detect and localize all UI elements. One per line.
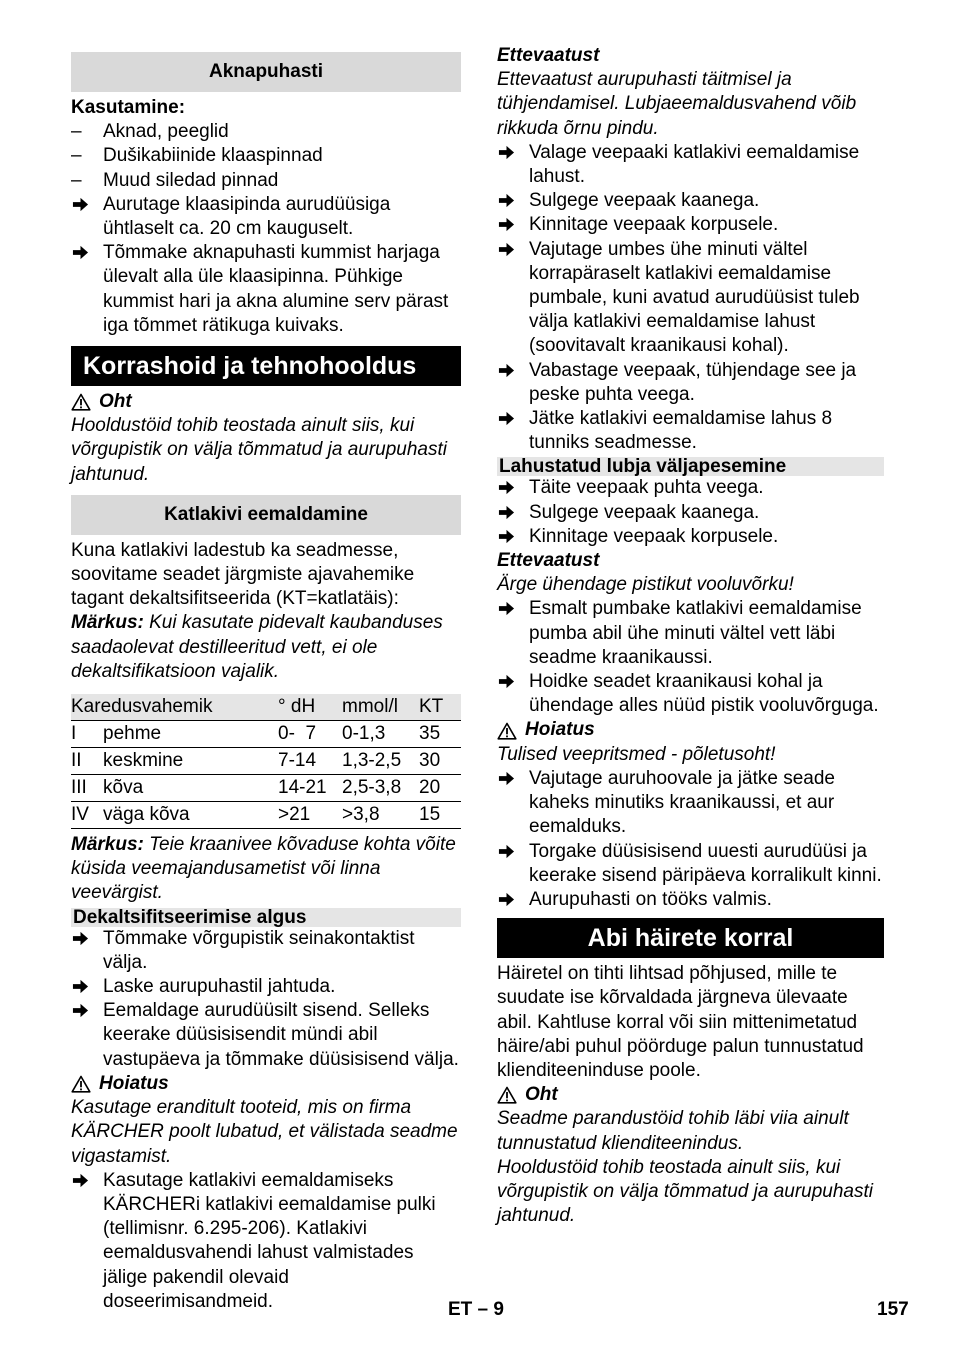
section-title-abi: Abi häirete korral <box>497 918 884 958</box>
ettevaatust-label-2: Ettevaatust <box>497 550 600 572</box>
kasutamine-label: Kasutamine: <box>71 97 186 118</box>
warning-icon <box>497 722 517 740</box>
page-number: 157 <box>877 1299 909 1320</box>
final-steps <box>71 1169 461 1314</box>
hoiatus-warning-right: Hoiatus <box>497 718 884 742</box>
arrow-icon <box>497 192 516 209</box>
arrow-icon <box>497 362 516 379</box>
warning-icon <box>497 1086 517 1104</box>
abi-intro: Häiretel on tihti lihtsad põhjused, mille te suudate ise kõrvaldada järgneva ülevaate abil. Kahtluse korral või siin mittenimetatud häire/abi puhul pöörduge palun tunnustatud klienditeeninduse poole. <box>497 963 864 1081</box>
list-item: Torgake düüsisisend uuesti aurudüüsi ja keerake sisend päripäeva korralikult kinni. <box>497 840 884 888</box>
oht-warning-right: Oht <box>497 1083 884 1107</box>
left-column <box>71 44 461 1314</box>
list-item: Vajutage umbes ühe minuti vältel korrapäraselt katlakivi eemaldamise pumbale, kuni avatud aurudüüsist tuleb välja katlakivi eemaldamise lahust (soovitavalt kraanikausi kohal). <box>497 238 884 359</box>
arrow-icon <box>497 216 516 233</box>
hoiatus-text: Kasutage eranditult tooteid, mis on firma KÄRCHER poolt lubatud, et välistada seadme vigastamist. <box>71 1097 458 1167</box>
table-header: mmol/l <box>342 694 419 721</box>
list-item: – Dušikabiinide klaaspinnad <box>71 144 461 168</box>
oht-text-right-1: Seadme parandustöid tohib läbi viia ainult tunnustatud klienditeenindus. <box>497 1108 849 1154</box>
arrow-icon <box>71 196 90 213</box>
usage-list <box>71 120 461 338</box>
arrow-icon <box>497 600 516 617</box>
dash-icon: – <box>71 169 82 191</box>
list-item: Valage veepaaki katlakivi eemaldamise lahust. <box>497 141 884 189</box>
list-item: Hoidke seadet kraanikausi kohal ja ühendage alles nüüd pistik vooluvõrguga. <box>497 670 884 718</box>
arrow-icon <box>497 770 516 787</box>
list-item: Sulgege veepaak kaanega. <box>497 189 884 213</box>
arrow-icon <box>71 244 90 261</box>
pump-steps <box>497 597 884 718</box>
table-row: III kõva 14-21 2,5-3,8 20 <box>71 775 461 802</box>
right-column <box>497 44 884 1228</box>
list-item: Laske aurupuhastil jahtuda. <box>71 975 461 999</box>
hoiatus-warning: Hoiatus <box>71 1072 461 1096</box>
list-item: Eemaldage aurudüüsilt sisend. Selleks keerake düüsisisendit mündi abil vastupäeva ja tõmmake düüsisisend välja. <box>71 999 461 1072</box>
arrow-icon <box>497 528 516 545</box>
arrow-icon <box>497 410 516 427</box>
section-title-lahustatud: Lahustatud lubja väljapesemine <box>497 457 884 476</box>
warning-icon <box>71 1075 91 1093</box>
list-item: Vajutage auruhoovale ja jätke seade kaheks minutiks kraanikaussi, et aur eemalduks. <box>497 767 884 840</box>
list-item: Aurutage klaasipinda aurudüüsiga ühtlaselt ca. 20 cm kauguselt. <box>71 193 461 241</box>
arrow-icon <box>71 978 90 995</box>
table-row: IV väga kõva >21 >3,8 15 <box>71 802 461 829</box>
list-item: – Aknad, peeglid <box>71 120 461 144</box>
steam-steps <box>497 767 884 912</box>
arrow-icon <box>497 144 516 161</box>
list-item: Tõmmake aknapuhasti kummist harjaga ülevalt alla üle klaasipinna. Pühkige kummist hari ja akna alumine serv pärast iga tõmmet rätikuga kuivaks. <box>71 241 461 338</box>
list-item: Jätke katlakivi eemaldamise lahus 8 tunniks seadmesse. <box>497 407 884 455</box>
table-header: ° dH <box>278 694 342 721</box>
arrow-icon <box>497 504 516 521</box>
table-row: II keskmine 7-14 1,3-2,5 30 <box>71 748 461 775</box>
arrow-icon <box>71 930 90 947</box>
markus-note-1: Märkus: Kui kasutate pidevalt kaubanduses saadaolevat destilleeritud vett, ei ole dekaltsifikatsioon vajalik. <box>71 612 443 682</box>
katlakivi-intro: Kuna katlakivi ladestub ka seadmesse, soovitame seadet järgmiste ajavahemike tagant dekaltsifitseerida (KT=katlatäis): <box>71 539 415 610</box>
rinse-steps <box>497 476 884 549</box>
section-title-aknapuhasti: Aknapuhasti <box>71 52 461 92</box>
arrow-icon <box>71 1002 90 1019</box>
list-item: Aurupuhasti on tööks valmis. <box>497 888 884 912</box>
list-item: Täite veepaak puhta veega. <box>497 476 884 500</box>
oht-text: Hooldustöid tohib teostada ainult siis, kui võrgupistik on välja tõmmatud ja aurupuhasti jahtunud. <box>71 415 447 485</box>
list-item: Kasutage katlakivi eemaldamiseks KÄRCHERi katlakivi eemaldamise pulki (tellimisnr. 6.295-206). Katlakivi eemaldusvahendi lahust valmistades jälige pakendil olevaid doseerimisandmeid. <box>71 1169 461 1314</box>
section-title-dekaltsifitseerimine: Dekaltsifitseerimise algus <box>71 908 461 927</box>
oht-warning: Oht <box>71 390 461 414</box>
dash-icon: – <box>71 145 82 167</box>
dekalts-steps <box>71 927 461 1072</box>
dash-icon: – <box>71 121 82 143</box>
arrow-icon <box>71 1172 90 1189</box>
list-item: Sulgege veepaak kaanega. <box>497 501 884 525</box>
hoiatus-text-right: Tulised veepritsmed - põletusoht! <box>497 743 776 765</box>
list-item: – Muud siledad pinnad <box>71 169 461 193</box>
table-header: KT <box>419 694 461 721</box>
arrow-icon <box>497 241 516 258</box>
list-item: Esmalt pumbake katlakivi eemaldamise pumba abil ühe minuti vältel vett läbi seadme kraanikaussi. <box>497 597 884 670</box>
arrow-icon <box>497 843 516 860</box>
table-row: I pehme 0- 7 0-1,3 35 <box>71 721 461 748</box>
oht-text-right-2: Hooldustöid tohib teostada ainult siis, kui võrgupistik on välja tõmmatud ja aurupuhasti jahtunud. <box>497 1156 873 1227</box>
list-item: Vabastage veepaak, tühjendage see ja peske puhta veega. <box>497 359 884 407</box>
section-title-katlakivi: Katlakivi eemaldamine <box>71 495 461 535</box>
list-item: Tõmmake võrgupistik seinakontaktist välja. <box>71 927 461 975</box>
table-header-row <box>71 694 461 721</box>
ettevaatust-text-1: Ettevaatust aurupuhasti täitmisel ja tühjendamisel. Lubjaeemaldusvahend võib rikkuda õrnu pindu. <box>497 69 857 139</box>
arrow-icon <box>497 673 516 690</box>
warning-icon <box>71 393 91 411</box>
arrow-icon <box>497 479 516 496</box>
markus-note-2: Märkus: Teie kraanivee kõvaduse kohta võite küsida veemajandusametist või linna veevärgist. <box>71 834 456 904</box>
footer-language-page: ET – 9 <box>448 1299 504 1320</box>
list-item: Kinnitage veepaak korpusele. <box>497 213 884 237</box>
section-title-korrashoid: Korrashoid ja tehnohooldus <box>71 346 461 386</box>
list-item: Kinnitage veepaak korpusele. <box>497 525 884 549</box>
ettevaatust-label-1: Ettevaatust <box>497 45 600 66</box>
ettevaatust-text-2: Ärge ühendage pistikut vooluvõrku! <box>497 574 794 596</box>
arrow-icon <box>497 891 516 908</box>
table-header: Karedusvahemik <box>71 694 278 721</box>
hardness-table <box>71 694 461 829</box>
decalc-steps <box>497 141 884 456</box>
